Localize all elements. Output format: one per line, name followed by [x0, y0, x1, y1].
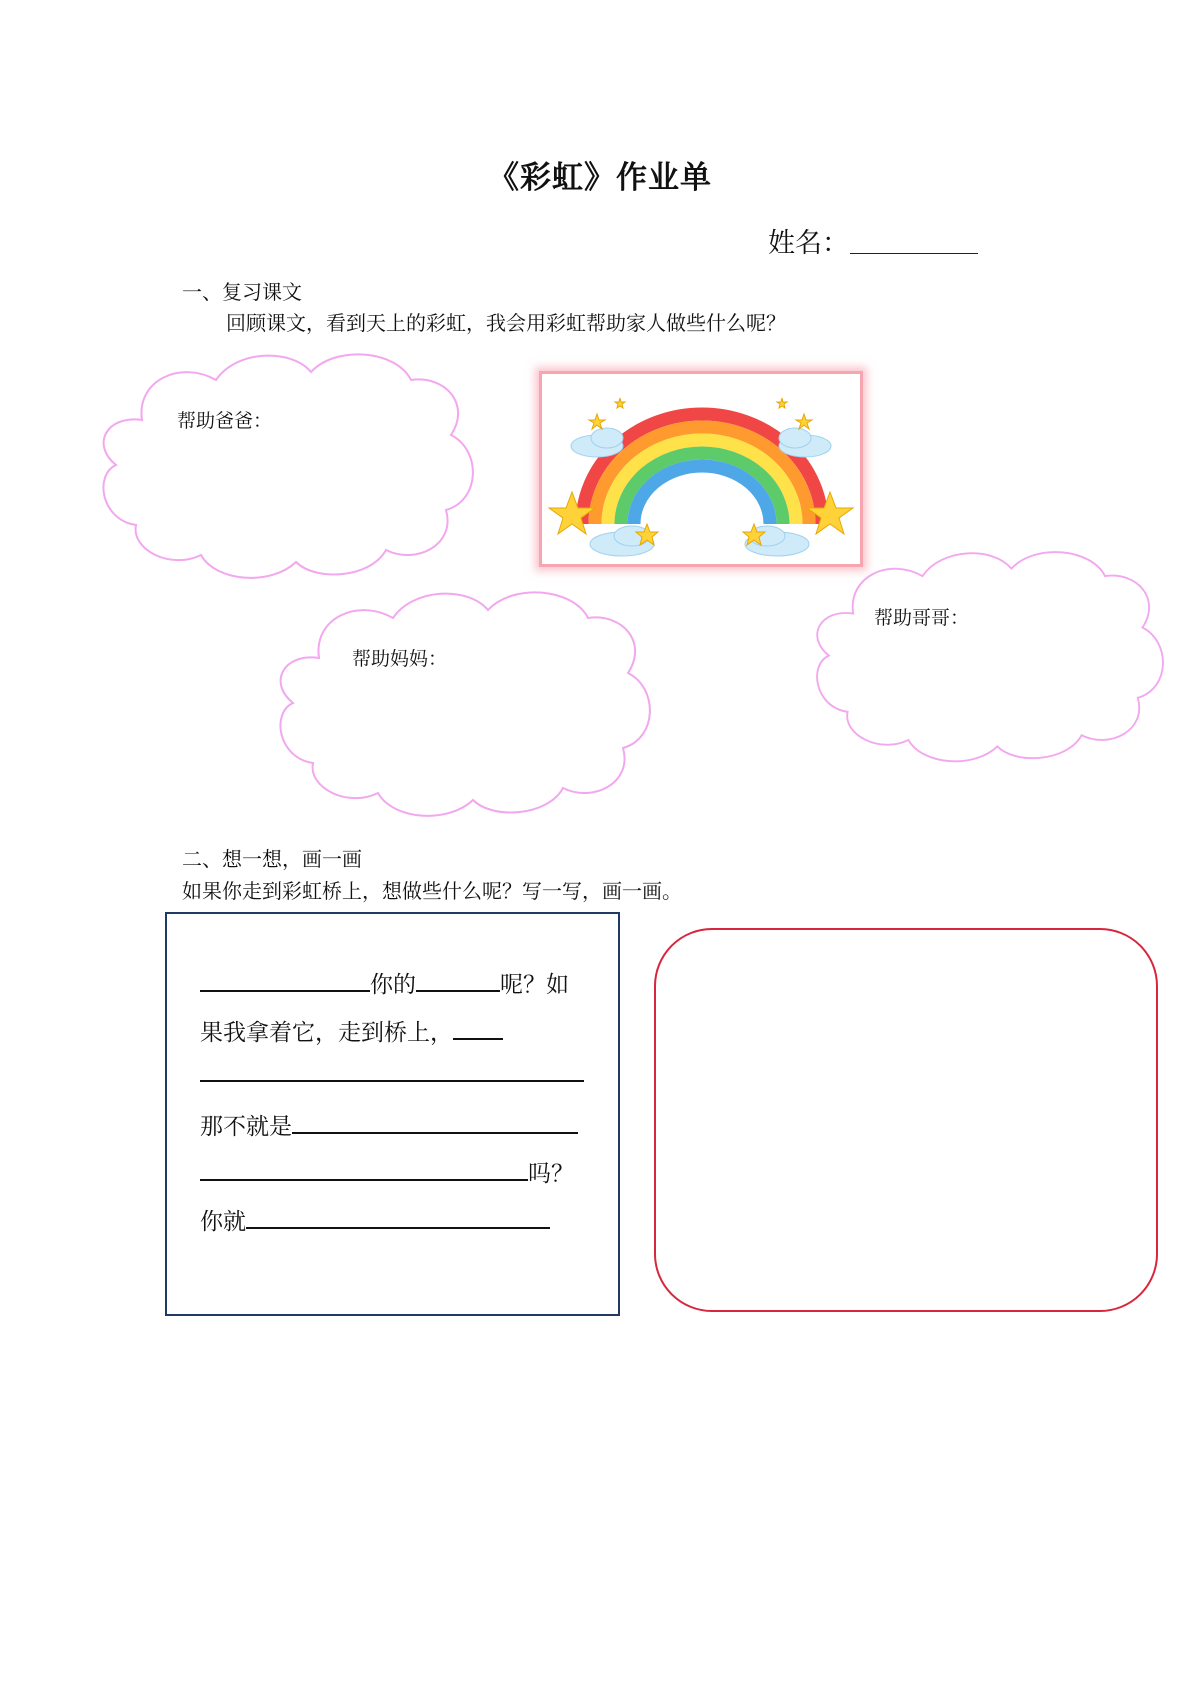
- cloud-mom[interactable]: [273, 588, 653, 823]
- blank-6[interactable]: [200, 1178, 528, 1181]
- fill-line-5: [200, 1155, 574, 1188]
- fill-text-4: 那不就是: [200, 1114, 292, 1140]
- fill-line-1: [200, 966, 569, 999]
- fill-line-4: [200, 1108, 578, 1141]
- cloud-dad-label: 帮助爸爸：: [177, 410, 273, 432]
- blank-1[interactable]: [200, 989, 370, 992]
- fill-line-2: [200, 1014, 503, 1047]
- fill-text-1a: 你的: [370, 972, 416, 998]
- section2-heading: 二、想一想，画一画: [182, 847, 362, 871]
- section1-heading: 一、复习课文: [182, 280, 302, 304]
- blank-5[interactable]: [292, 1131, 578, 1134]
- drawing-box[interactable]: [654, 928, 1158, 1312]
- fill-text-2: 果我拿着它，走到桥上，: [200, 1020, 453, 1046]
- page-title: 《彩虹》作业单: [488, 160, 712, 196]
- rainbow-icon: [542, 374, 860, 564]
- fill-text-5: 吗？: [528, 1161, 574, 1187]
- blank-4[interactable]: [200, 1079, 584, 1082]
- cloud-brother[interactable]: [808, 548, 1168, 768]
- blank-7[interactable]: [246, 1226, 550, 1229]
- name-label: 姓名：: [768, 228, 849, 259]
- cloud-brother-label: 帮助哥哥：: [874, 607, 970, 629]
- blank-3[interactable]: [453, 1037, 503, 1040]
- name-blank[interactable]: [850, 253, 978, 254]
- cloud-mom-label: 帮助妈妈：: [352, 648, 448, 670]
- cloud-dad[interactable]: [96, 350, 476, 585]
- blank-2[interactable]: [416, 989, 500, 992]
- fill-text-6: 你就: [200, 1209, 246, 1235]
- section1-prompt: 回顾课文，看到天上的彩虹，我会用彩虹帮助家人做些什么呢？: [226, 311, 786, 335]
- section2-prompt: 如果你走到彩虹桥上，想做些什么呢？写一写，画一画。: [182, 879, 682, 903]
- rainbow-picture: [539, 371, 863, 567]
- fill-line-3: [200, 1062, 584, 1088]
- fill-text-1b: 呢？如: [500, 972, 569, 998]
- fill-line-6: [200, 1203, 550, 1236]
- writing-box: [165, 912, 620, 1316]
